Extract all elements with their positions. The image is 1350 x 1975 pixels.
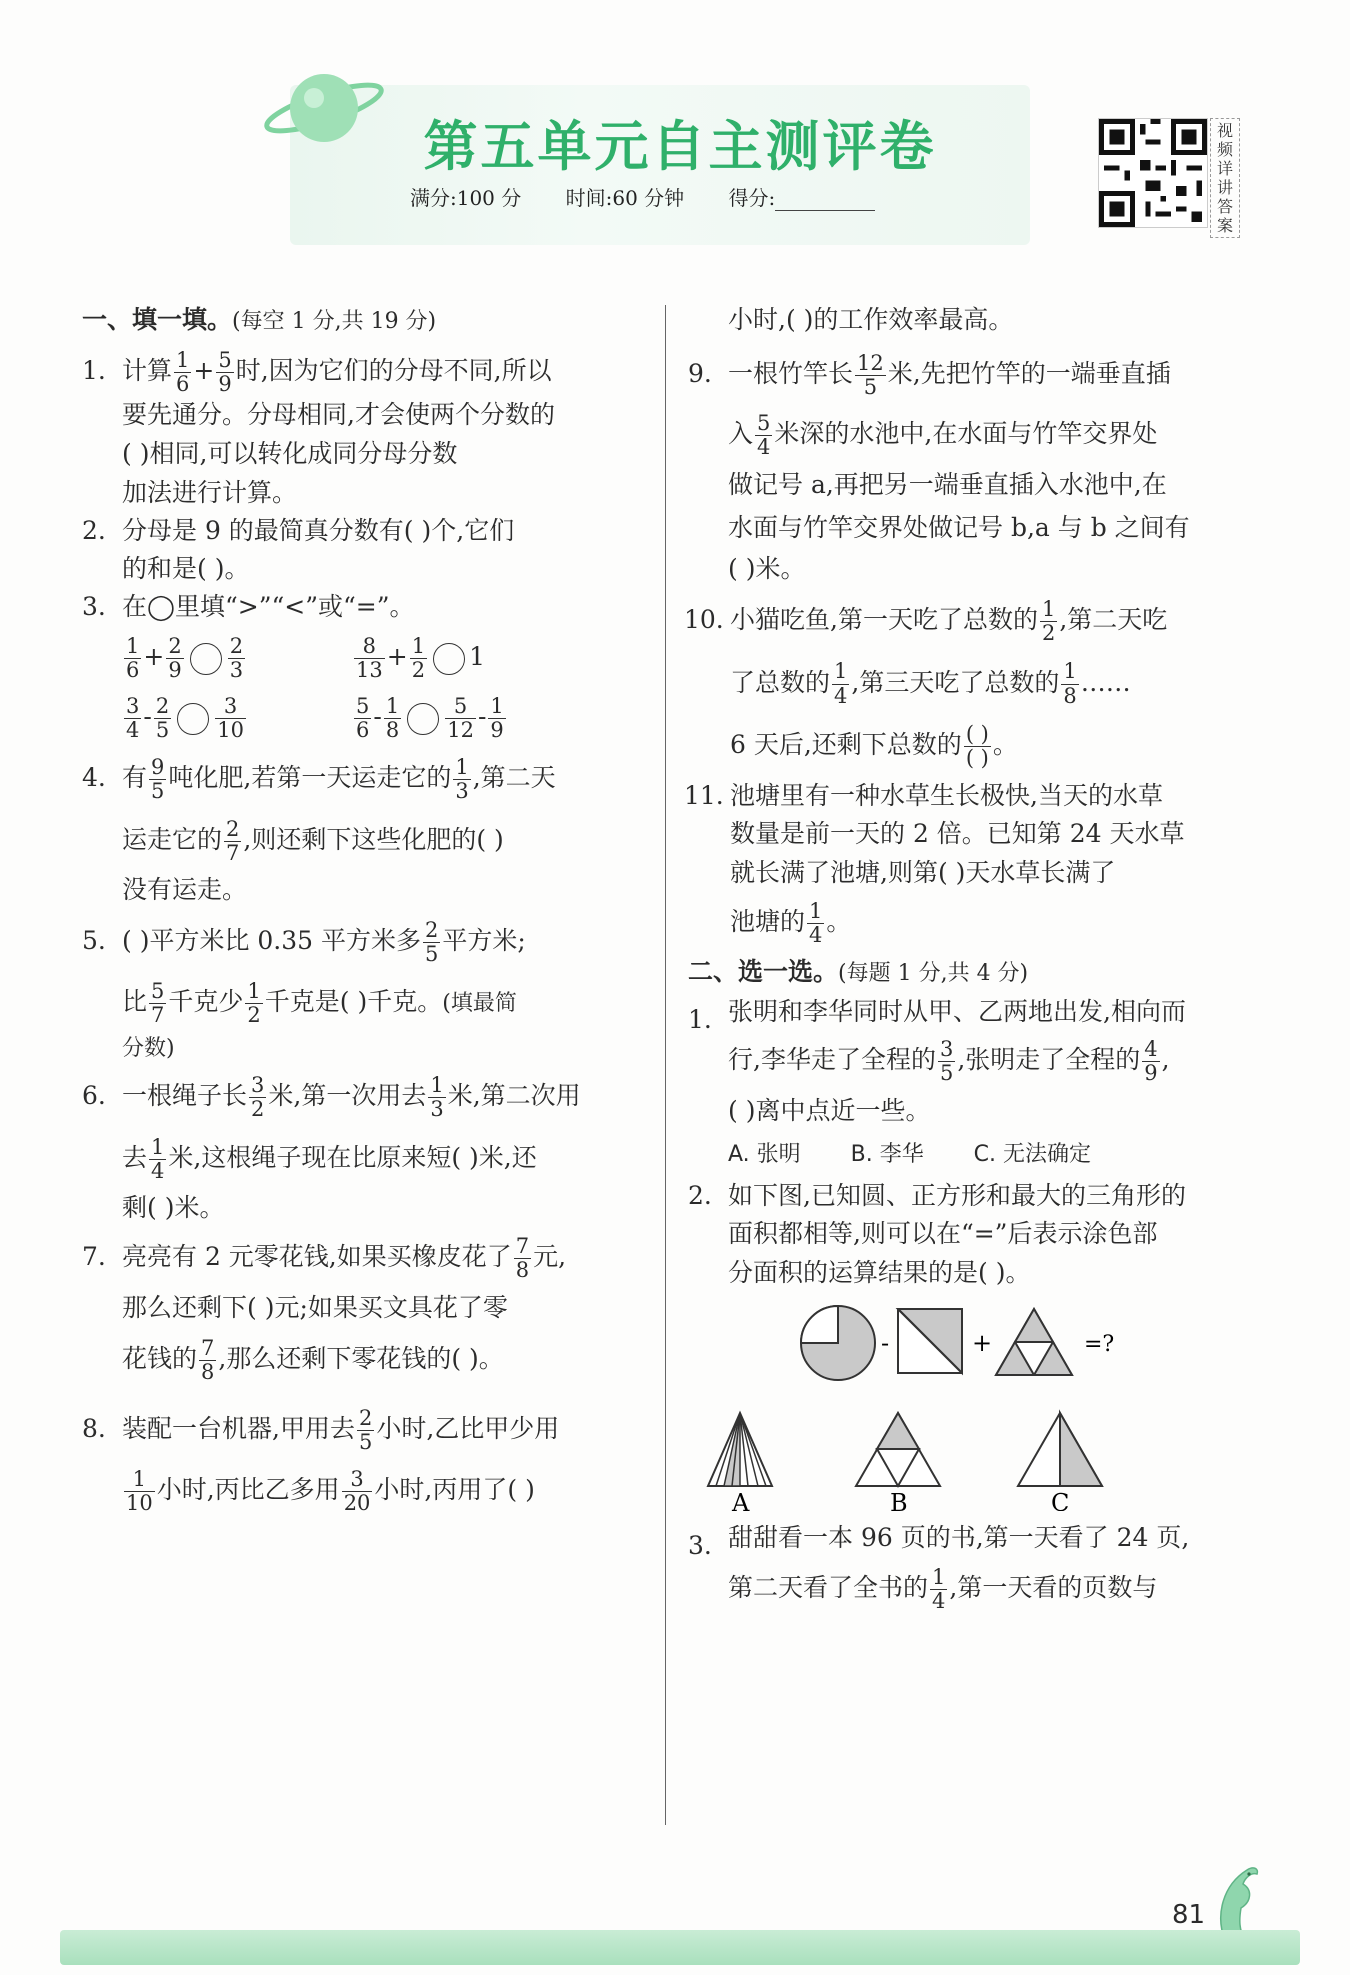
q2-line2: 的和是( )。	[122, 553, 250, 583]
numerator: 1	[932, 1565, 946, 1590]
fraction	[488, 695, 505, 742]
q3-row1	[82, 627, 647, 687]
answer-fraction[interactable]	[964, 723, 991, 770]
compare-3	[122, 687, 352, 747]
q10-text: ……	[1080, 667, 1131, 697]
numerator: 1	[1063, 659, 1077, 684]
denominator: 7	[151, 1003, 165, 1028]
fraction	[423, 919, 440, 966]
compare-2	[352, 627, 485, 687]
fraction	[832, 660, 849, 707]
q4-text: ,则还剩下这些化肥的( )	[243, 824, 504, 854]
qr-code-icon	[1098, 118, 1208, 228]
q3-row2	[122, 687, 647, 747]
operator: -	[477, 702, 487, 732]
q7-line1	[122, 1228, 647, 1286]
numerator: 4	[1144, 1037, 1158, 1062]
equals-question: =?	[1084, 1331, 1115, 1357]
numerator: 5	[218, 347, 232, 372]
fraction	[354, 695, 371, 742]
q10-line1	[730, 589, 1248, 652]
q10-text: 。	[992, 730, 1018, 759]
question-number: 6.	[82, 1081, 106, 1111]
question-4	[82, 747, 647, 910]
fraction	[199, 1337, 216, 1384]
answer-circle[interactable]	[433, 643, 465, 675]
numerator: 1	[430, 1073, 444, 1098]
fraction	[216, 349, 233, 396]
denominator: 8	[1063, 683, 1077, 708]
numerator: 1	[834, 659, 848, 684]
fraction	[1040, 598, 1057, 645]
fraction	[357, 1407, 374, 1454]
numerator: 5	[356, 694, 370, 719]
s2q1-line1: 张明和李华同时从甲、乙两地出发,相向而	[728, 997, 1186, 1027]
denominator: 7	[226, 840, 240, 865]
fraction	[228, 635, 245, 682]
fraction	[855, 352, 886, 399]
fraction	[342, 1468, 373, 1515]
time-limit: 时间:60 分钟	[565, 186, 685, 210]
q9-line1	[728, 344, 1248, 404]
denominator: 5	[151, 779, 165, 804]
section2-question-1	[688, 992, 1248, 1170]
s2q1-text: 行,李华走了全程的	[728, 1045, 936, 1075]
right-column	[684, 300, 1248, 1617]
section2-note: (每题 1 分,共 4 分)	[838, 961, 1029, 987]
q9-line2	[728, 404, 1248, 464]
numerator: 1	[151, 1134, 165, 1159]
q10-text: 小猫吃鱼,第一天吃了总数的	[730, 605, 1038, 634]
fraction	[249, 1074, 266, 1121]
shapes-figure	[688, 1301, 1248, 1511]
q1-line4: 加法进行计算。	[122, 477, 298, 507]
question-11	[684, 777, 1248, 951]
fraction	[428, 1074, 445, 1121]
denominator: 20	[343, 1491, 371, 1516]
compare-4	[352, 687, 508, 747]
fraction	[453, 756, 470, 803]
numerator: 9	[151, 755, 165, 780]
q9-text: 米深的水池中,在水面与竹竿交界处	[774, 419, 1158, 448]
q10-text: ,第二天吃	[1059, 605, 1168, 634]
q2-line1: 分母是 9 的最简真分数有( )个,它们	[122, 516, 515, 546]
q1-line1	[122, 346, 647, 396]
q7-text: 元,	[533, 1241, 567, 1271]
question-number: 3.	[688, 1530, 712, 1560]
s2q3-text: ,第一天看的页数与	[949, 1573, 1158, 1603]
denominator: 5	[358, 1429, 373, 1454]
q8-text: 小时,乙比甲少用	[376, 1413, 560, 1443]
denominator: 5	[863, 375, 878, 399]
fraction	[149, 1136, 166, 1183]
operator: -	[143, 702, 152, 732]
q7-text: 亮亮有 2 元零花钱,如果买橡皮花了	[122, 1241, 512, 1271]
numerator: 2	[155, 694, 170, 719]
q6-line1	[122, 1065, 647, 1126]
denominator: 5	[425, 941, 439, 966]
q6-text: 米,第二次用	[447, 1081, 581, 1111]
q5-note: (填最简	[442, 991, 517, 1017]
denominator: 4	[834, 683, 848, 708]
numerator: 3	[126, 694, 140, 719]
q10-text: 6 天后,还剩下总数的	[730, 730, 962, 759]
numerator: 2	[226, 816, 240, 841]
numerator: 1	[1041, 596, 1056, 621]
numerator: 1	[124, 1468, 155, 1492]
s2q3-text: 第二天看了全书的	[728, 1573, 929, 1603]
question-number: 4.	[82, 763, 106, 793]
q5-text: 千克少	[168, 987, 244, 1017]
score-blank	[775, 192, 875, 211]
fraction	[410, 635, 427, 682]
q11-text: 池塘的	[730, 906, 806, 936]
denominator: 9	[490, 718, 504, 743]
q5-line3: 分数)	[122, 1036, 175, 1062]
denominator: 6	[356, 718, 370, 743]
denominator: ( )	[965, 746, 989, 770]
denominator: 4	[126, 718, 140, 743]
option-a-label: A	[732, 1488, 750, 1511]
question-number: 1.	[82, 356, 106, 385]
q6-line2	[122, 1127, 647, 1188]
question-10	[684, 589, 1248, 777]
s2q1-text: ,张明走了全程的	[957, 1045, 1141, 1075]
denominator: 4	[757, 435, 771, 459]
denominator: 3	[229, 658, 244, 683]
q9-text: 一根竹竿长	[728, 359, 854, 388]
option-b-label: B	[890, 1488, 908, 1511]
fraction	[154, 695, 171, 742]
question-9	[688, 344, 1248, 589]
denominator: 2	[251, 1097, 265, 1122]
compare-1	[122, 627, 352, 687]
option-b-figure[interactable]	[856, 1413, 940, 1486]
page-number: 81	[1172, 1900, 1206, 1930]
denominator: 12	[447, 718, 474, 743]
numerator: 3	[342, 1468, 373, 1492]
denominator: 2	[247, 1003, 261, 1028]
section2-heading	[688, 952, 1248, 992]
denominator: 4	[151, 1158, 165, 1183]
fraction	[938, 1038, 955, 1085]
numerator: 1	[176, 347, 190, 372]
square-figure	[898, 1309, 962, 1373]
question-number: 7.	[82, 1241, 106, 1271]
denominator: 10	[217, 718, 244, 743]
full-score: 满分:100 分	[410, 186, 522, 210]
numerator: 3	[251, 1073, 265, 1098]
q6-text: 一根绳子长	[122, 1081, 248, 1111]
denominator: 8	[515, 1257, 530, 1282]
q4-text: 吨化肥,若第一天运走它的	[168, 763, 452, 793]
question-5	[82, 910, 647, 1066]
q7-line2: 那么还剩下( )元;如果买文具花了零	[122, 1293, 508, 1323]
denominator: 2	[1041, 621, 1056, 645]
question-number: 11.	[684, 780, 724, 810]
numerator: 1	[490, 694, 504, 719]
question-8-continued	[688, 300, 1248, 340]
question-7	[82, 1228, 647, 1388]
q8-line2	[122, 1459, 647, 1520]
numerator: 2	[168, 634, 182, 659]
q8-line1	[122, 1398, 647, 1459]
question-number: 2.	[688, 1180, 712, 1210]
denominator: 5	[939, 1061, 954, 1086]
option-a[interactable]: A. 张明	[728, 1141, 801, 1167]
fraction	[224, 818, 241, 865]
numerator: 2	[425, 917, 439, 942]
numerator: 1	[385, 694, 400, 719]
q7-text: 花钱的	[122, 1344, 198, 1374]
q7-line3	[122, 1330, 647, 1388]
denominator: 6	[126, 658, 140, 683]
q10-text: ,第三天吃了总数的	[851, 667, 1060, 697]
denominator: 13	[356, 658, 383, 683]
fraction	[149, 980, 166, 1027]
q9-text: 米,先把竹竿的一端垂直插	[887, 359, 1171, 388]
q5-line2	[122, 971, 647, 1032]
question-number: 8.	[82, 1413, 106, 1443]
fraction	[124, 635, 141, 682]
denominator: 8	[201, 1360, 215, 1385]
exam-meta	[410, 182, 913, 211]
numerator: 5	[445, 695, 476, 719]
q11-line2: 数量是前一天的 2 倍。已知第 24 天水草	[730, 819, 1185, 849]
denominator: 4	[809, 922, 823, 947]
footer-band	[60, 1930, 1300, 1965]
q4-line3: 没有运走。	[122, 874, 248, 904]
option-a-figure[interactable]	[708, 1413, 772, 1486]
q5-text: ( )平方米比 0.35 平方米多	[122, 925, 422, 955]
fraction	[755, 412, 772, 459]
question-number: 5.	[82, 925, 106, 955]
fraction	[1142, 1038, 1159, 1085]
numerator: 1	[126, 634, 140, 659]
q11-line4	[730, 893, 1248, 951]
question-1	[82, 346, 647, 512]
s2q2-line2: 面积都相等,则可以在“=”后表示涂色部	[728, 1219, 1158, 1249]
answer-circle[interactable]	[177, 703, 209, 735]
q1-line3: ( )相同,可以转化成同分母分数	[122, 438, 458, 468]
q1-text: 计算	[122, 356, 173, 385]
denominator: 9	[218, 372, 232, 396]
section1-title: 一、填一填。	[82, 305, 233, 334]
operator: +	[143, 642, 165, 672]
q5-text: 千克是( )千克。	[264, 987, 443, 1017]
q4-line1	[122, 747, 647, 808]
qr-caption: 视频详讲答案	[1210, 118, 1240, 238]
q6-text: 去	[122, 1142, 148, 1172]
question-number: 9.	[688, 359, 712, 388]
q9-line4: 水面与竹竿交界处做记号 b,a 与 b 之间有	[728, 512, 1190, 542]
operator: -	[373, 702, 382, 732]
fraction	[215, 695, 246, 742]
numerator: 1	[455, 755, 469, 780]
denominator: 3	[430, 1097, 444, 1122]
answer-circle[interactable]	[190, 643, 222, 675]
s2q3-line1: 甜甜看一本 96 页的书,第一天看了 24 页,	[728, 1522, 1190, 1552]
numerator: 8	[354, 635, 385, 659]
score-label: 得分:	[728, 186, 776, 210]
fraction	[930, 1566, 947, 1613]
numerator: 3	[939, 1037, 954, 1062]
q4-line2	[122, 809, 647, 870]
numerator: 1	[809, 898, 823, 923]
question-6	[82, 1065, 647, 1228]
numerator: 2	[358, 1405, 373, 1430]
fraction	[514, 1235, 531, 1282]
q11-line1: 池塘里有一种水草生长极快,当天的水草	[730, 780, 1163, 810]
fraction	[384, 695, 401, 742]
denominator: 2	[411, 658, 426, 683]
page-title: 第五单元自主测评卷	[423, 115, 937, 178]
fraction	[807, 900, 824, 947]
q8-text: 小时,丙用了( )	[374, 1475, 535, 1505]
q8-text: 小时,丙比乙多用	[156, 1475, 340, 1505]
section2-question-3	[688, 1517, 1248, 1617]
s2q3-line2	[728, 1559, 1248, 1617]
s2q2-line1: 如下图,已知圆、正方形和最大的三角形的	[728, 1180, 1186, 1210]
section2-title: 二、选一选。	[688, 957, 839, 987]
s2q2-line3: 分面积的运算结果的是( )。	[728, 1258, 1031, 1288]
q5-line1	[122, 910, 647, 971]
s2q1-options	[728, 1135, 1248, 1171]
fraction	[445, 695, 476, 742]
s2q1-line3: ( )离中点近一些。	[728, 1096, 931, 1126]
q1-text: 时,因为它们的分母不同,所以	[235, 356, 552, 385]
section1-heading	[82, 300, 647, 340]
numerator: 5	[757, 410, 771, 435]
q4-text: ,第二天	[472, 763, 556, 793]
q1-line2: 要先通分。分母相同,才会使两个分数的	[122, 400, 555, 430]
fraction	[149, 756, 166, 803]
s2q1-line2	[728, 1032, 1248, 1087]
q8-text: 装配一台机器,甲用去	[122, 1413, 355, 1443]
denominator: 10	[126, 1491, 153, 1516]
option-c-figure[interactable]	[1018, 1413, 1102, 1486]
q6-text: 米,这根绳子现在比原来短( )米,还	[168, 1142, 537, 1172]
plus-sign: +	[972, 1328, 993, 1357]
fraction	[124, 1468, 155, 1515]
denominator: 9	[1144, 1061, 1158, 1086]
q5-text: 比	[122, 987, 148, 1017]
score-field	[729, 186, 876, 210]
question-8	[82, 1398, 647, 1521]
circle-figure	[801, 1306, 875, 1380]
numerator: ( )	[965, 721, 989, 746]
fraction	[174, 349, 191, 396]
question-number: 1.	[688, 1005, 712, 1035]
question-3	[82, 587, 647, 747]
denominator: 4	[932, 1589, 946, 1614]
numerator: 3	[215, 695, 246, 719]
option-c-label: C	[1051, 1488, 1070, 1511]
question-number: 10.	[684, 605, 724, 634]
q9-line5: ( )米。	[728, 554, 806, 583]
numerator: 7	[515, 1233, 530, 1258]
answer-circle[interactable]	[407, 703, 439, 735]
option-c[interactable]: C. 无法确定	[973, 1141, 1092, 1167]
q6-text: 米,第一次用去	[268, 1081, 427, 1111]
question-number: 2.	[82, 516, 106, 546]
fraction	[1061, 660, 1078, 707]
numerator: 2	[229, 634, 244, 659]
q7-text: ,那么还剩下零花钱的( )。	[218, 1344, 504, 1374]
plus-sign: +	[193, 356, 215, 385]
fraction	[245, 980, 262, 1027]
section2-question-2	[688, 1177, 1248, 1293]
q10-text: 了总数的	[730, 667, 831, 697]
compare-value: 1	[469, 642, 485, 672]
q4-text: 有	[122, 763, 148, 793]
numerator: 1	[411, 634, 426, 659]
q10-line3	[730, 714, 1248, 777]
column-divider	[665, 305, 666, 1825]
option-b[interactable]: B. 李华	[850, 1141, 924, 1167]
q10-line2	[730, 652, 1248, 715]
q9-line3: 做记号 a,再把另一端垂直插入水池中,在	[728, 470, 1167, 499]
question-2	[82, 512, 647, 587]
q11-text: 。	[826, 906, 852, 936]
q5-text: 平方米;	[442, 925, 526, 955]
numerator: 5	[151, 979, 165, 1003]
q3-instruction: 在◯里填“>”“<”或“=”。	[122, 592, 415, 622]
q9-text: 入	[728, 419, 754, 448]
q4-text: 运走它的	[122, 824, 223, 854]
s2q1-text: ,	[1161, 1045, 1170, 1075]
fraction	[124, 695, 141, 742]
q8-line3: 小时,( )的工作效率最高。	[728, 305, 1014, 334]
numerator: 12	[857, 350, 884, 375]
numerator: 7	[201, 1336, 215, 1361]
question-number: 3.	[82, 592, 106, 622]
fraction	[354, 635, 385, 682]
minus-sign: -	[881, 1328, 890, 1357]
denominator: 9	[168, 658, 182, 683]
denominator: 6	[176, 372, 190, 396]
numerator: 1	[247, 979, 261, 1003]
q6-line3: 剩( )米。	[122, 1192, 225, 1222]
fraction	[166, 635, 183, 682]
triangle-figure	[996, 1309, 1072, 1375]
section1-note: (每空 1 分,共 19 分)	[232, 309, 437, 334]
denominator: 8	[385, 718, 400, 743]
operator: +	[386, 642, 408, 672]
denominator: 3	[455, 779, 469, 804]
q11-line3: 就长满了池塘,则第( )天水草长满了	[730, 858, 1116, 887]
denominator: 5	[155, 718, 170, 743]
left-column	[82, 300, 647, 1520]
